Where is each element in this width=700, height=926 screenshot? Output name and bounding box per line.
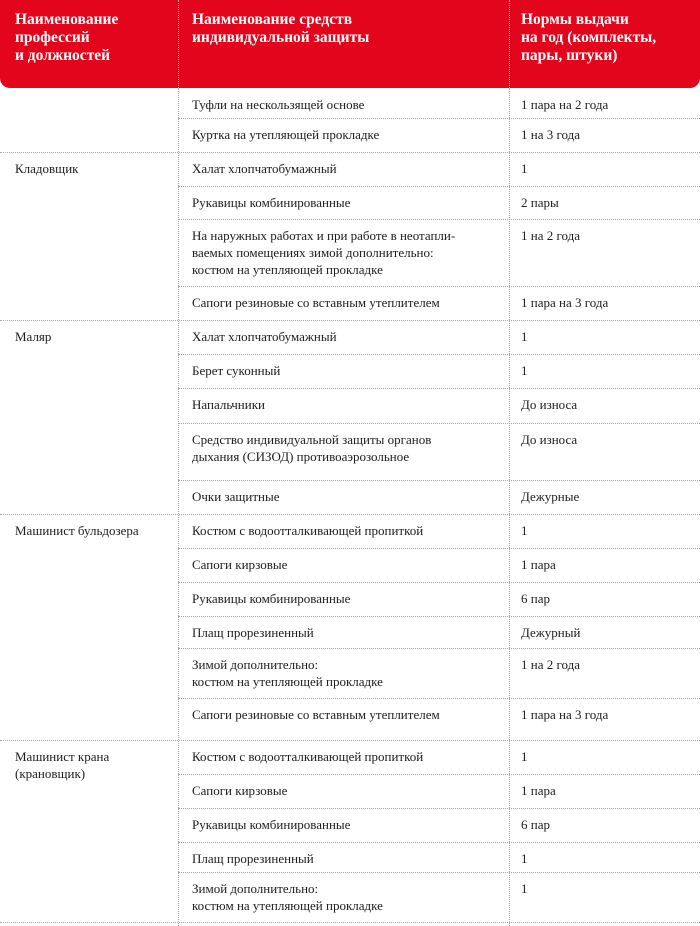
ppe-item: Сапоги кирзовые	[192, 557, 288, 572]
issue-norm: 6 пар	[521, 591, 550, 606]
column-divider	[509, 88, 510, 926]
issue-norm: 2 пары	[521, 195, 559, 210]
header-divider	[178, 0, 179, 88]
ppe-item: Сапоги резиновые со вставным утеплителем	[192, 707, 440, 722]
row-separator	[178, 648, 700, 649]
row-separator	[178, 480, 700, 481]
issue-norm: 1 на 2 года	[521, 657, 580, 672]
ppe-item: Берет суконный	[192, 363, 281, 378]
profession-name: Машинист крана (крановщик)	[15, 749, 110, 781]
group-separator	[0, 922, 700, 923]
ppe-item: Сапоги кирзовые	[192, 783, 288, 798]
column-divider	[178, 88, 179, 926]
ppe-item: Рукавицы комбинированные	[192, 195, 351, 210]
issue-norm: 1	[521, 749, 528, 764]
profession-name: Кладовщик	[15, 161, 79, 176]
profession-name: Маляр	[15, 329, 52, 344]
ppe-item: На наружных работах и при работе в неотапли- ваемых помещениях зимой дополнительно: костюм на утепляющей прокладке	[192, 228, 456, 277]
row-separator	[178, 423, 700, 424]
row-separator	[178, 118, 700, 119]
issue-norm: Дежурный	[521, 625, 581, 640]
issue-norm: 1	[521, 161, 528, 176]
issue-norm: 1 пара на 3 года	[521, 295, 609, 310]
ppe-item: Напальчники	[192, 397, 265, 412]
header-norm: Нормы выдачи на год (комплекты, пары, штуки)	[521, 11, 657, 64]
header-ppe: Наименование средств индивидуальной защиты	[192, 11, 370, 46]
ppe-item: Куртка на утепляющей прокладке	[192, 127, 380, 142]
issue-norm: 1	[521, 851, 528, 866]
row-separator	[178, 808, 700, 809]
profession-name: Машинист бульдозера	[15, 523, 139, 538]
row-separator	[178, 872, 700, 873]
ppe-item: Халат хлопчатобумажный	[192, 329, 337, 344]
issue-norm: 1	[521, 523, 528, 538]
issue-norm: 1	[521, 363, 528, 378]
group-separator	[0, 514, 700, 515]
row-separator	[178, 388, 700, 389]
issue-norm: 1	[521, 881, 528, 896]
header-profession: Наименование профессий и должностей	[15, 11, 119, 64]
row-separator	[178, 774, 700, 775]
issue-norm: 1 пара	[521, 557, 556, 572]
row-separator	[178, 582, 700, 583]
row-separator	[178, 354, 700, 355]
row-separator	[178, 616, 700, 617]
ppe-item: Очки защитные	[192, 489, 280, 504]
row-separator	[178, 219, 700, 220]
ppe-item: Рукавицы комбинированные	[192, 817, 351, 832]
row-separator	[178, 548, 700, 549]
issue-norm: Дежурные	[521, 489, 580, 504]
row-separator	[178, 698, 700, 699]
ppe-item: Зимой дополнительно: костюм на утепляющей прокладке	[192, 881, 383, 913]
ppe-item: Сапоги резиновые со вставным утеплителем	[192, 295, 440, 310]
issue-norm: 1 на 3 года	[521, 127, 580, 142]
issue-norm: До износа	[521, 432, 578, 447]
group-separator	[0, 152, 700, 153]
group-separator	[0, 740, 700, 741]
issue-norm: 1 пара	[521, 783, 556, 798]
issue-norm: 1 пара на 2 года	[521, 97, 609, 112]
ppe-item: Плащ прорезиненный	[192, 625, 314, 640]
table-header	[0, 0, 700, 88]
ppe-item: Зимой дополнительно: костюм на утепляющей прокладке	[192, 657, 383, 689]
issue-norm: 6 пар	[521, 817, 550, 832]
row-separator	[178, 186, 700, 187]
ppe-item: Средство индивидуальной защиты органов дыхания (СИЗОД) противоаэрозольное	[192, 432, 432, 464]
ppe-item: Костюм с водоотталкивающей пропиткой	[192, 523, 424, 538]
issue-norm: До износа	[521, 397, 578, 412]
issue-norm: 1	[521, 329, 528, 344]
issue-norm: 1 на 2 года	[521, 228, 580, 243]
ppe-item: Плащ прорезиненный	[192, 851, 314, 866]
row-separator	[178, 286, 700, 287]
header-divider	[509, 0, 510, 88]
ppe-item: Туфли на нескользящей основе	[192, 97, 365, 112]
issue-norm: 1 пара на 3 года	[521, 707, 609, 722]
group-separator	[0, 320, 700, 321]
row-separator	[178, 842, 700, 843]
ppe-item: Костюм с водоотталкивающей пропиткой	[192, 749, 424, 764]
ppe-item: Рукавицы комбинированные	[192, 591, 351, 606]
ppe-item: Халат хлопчатобумажный	[192, 161, 337, 176]
